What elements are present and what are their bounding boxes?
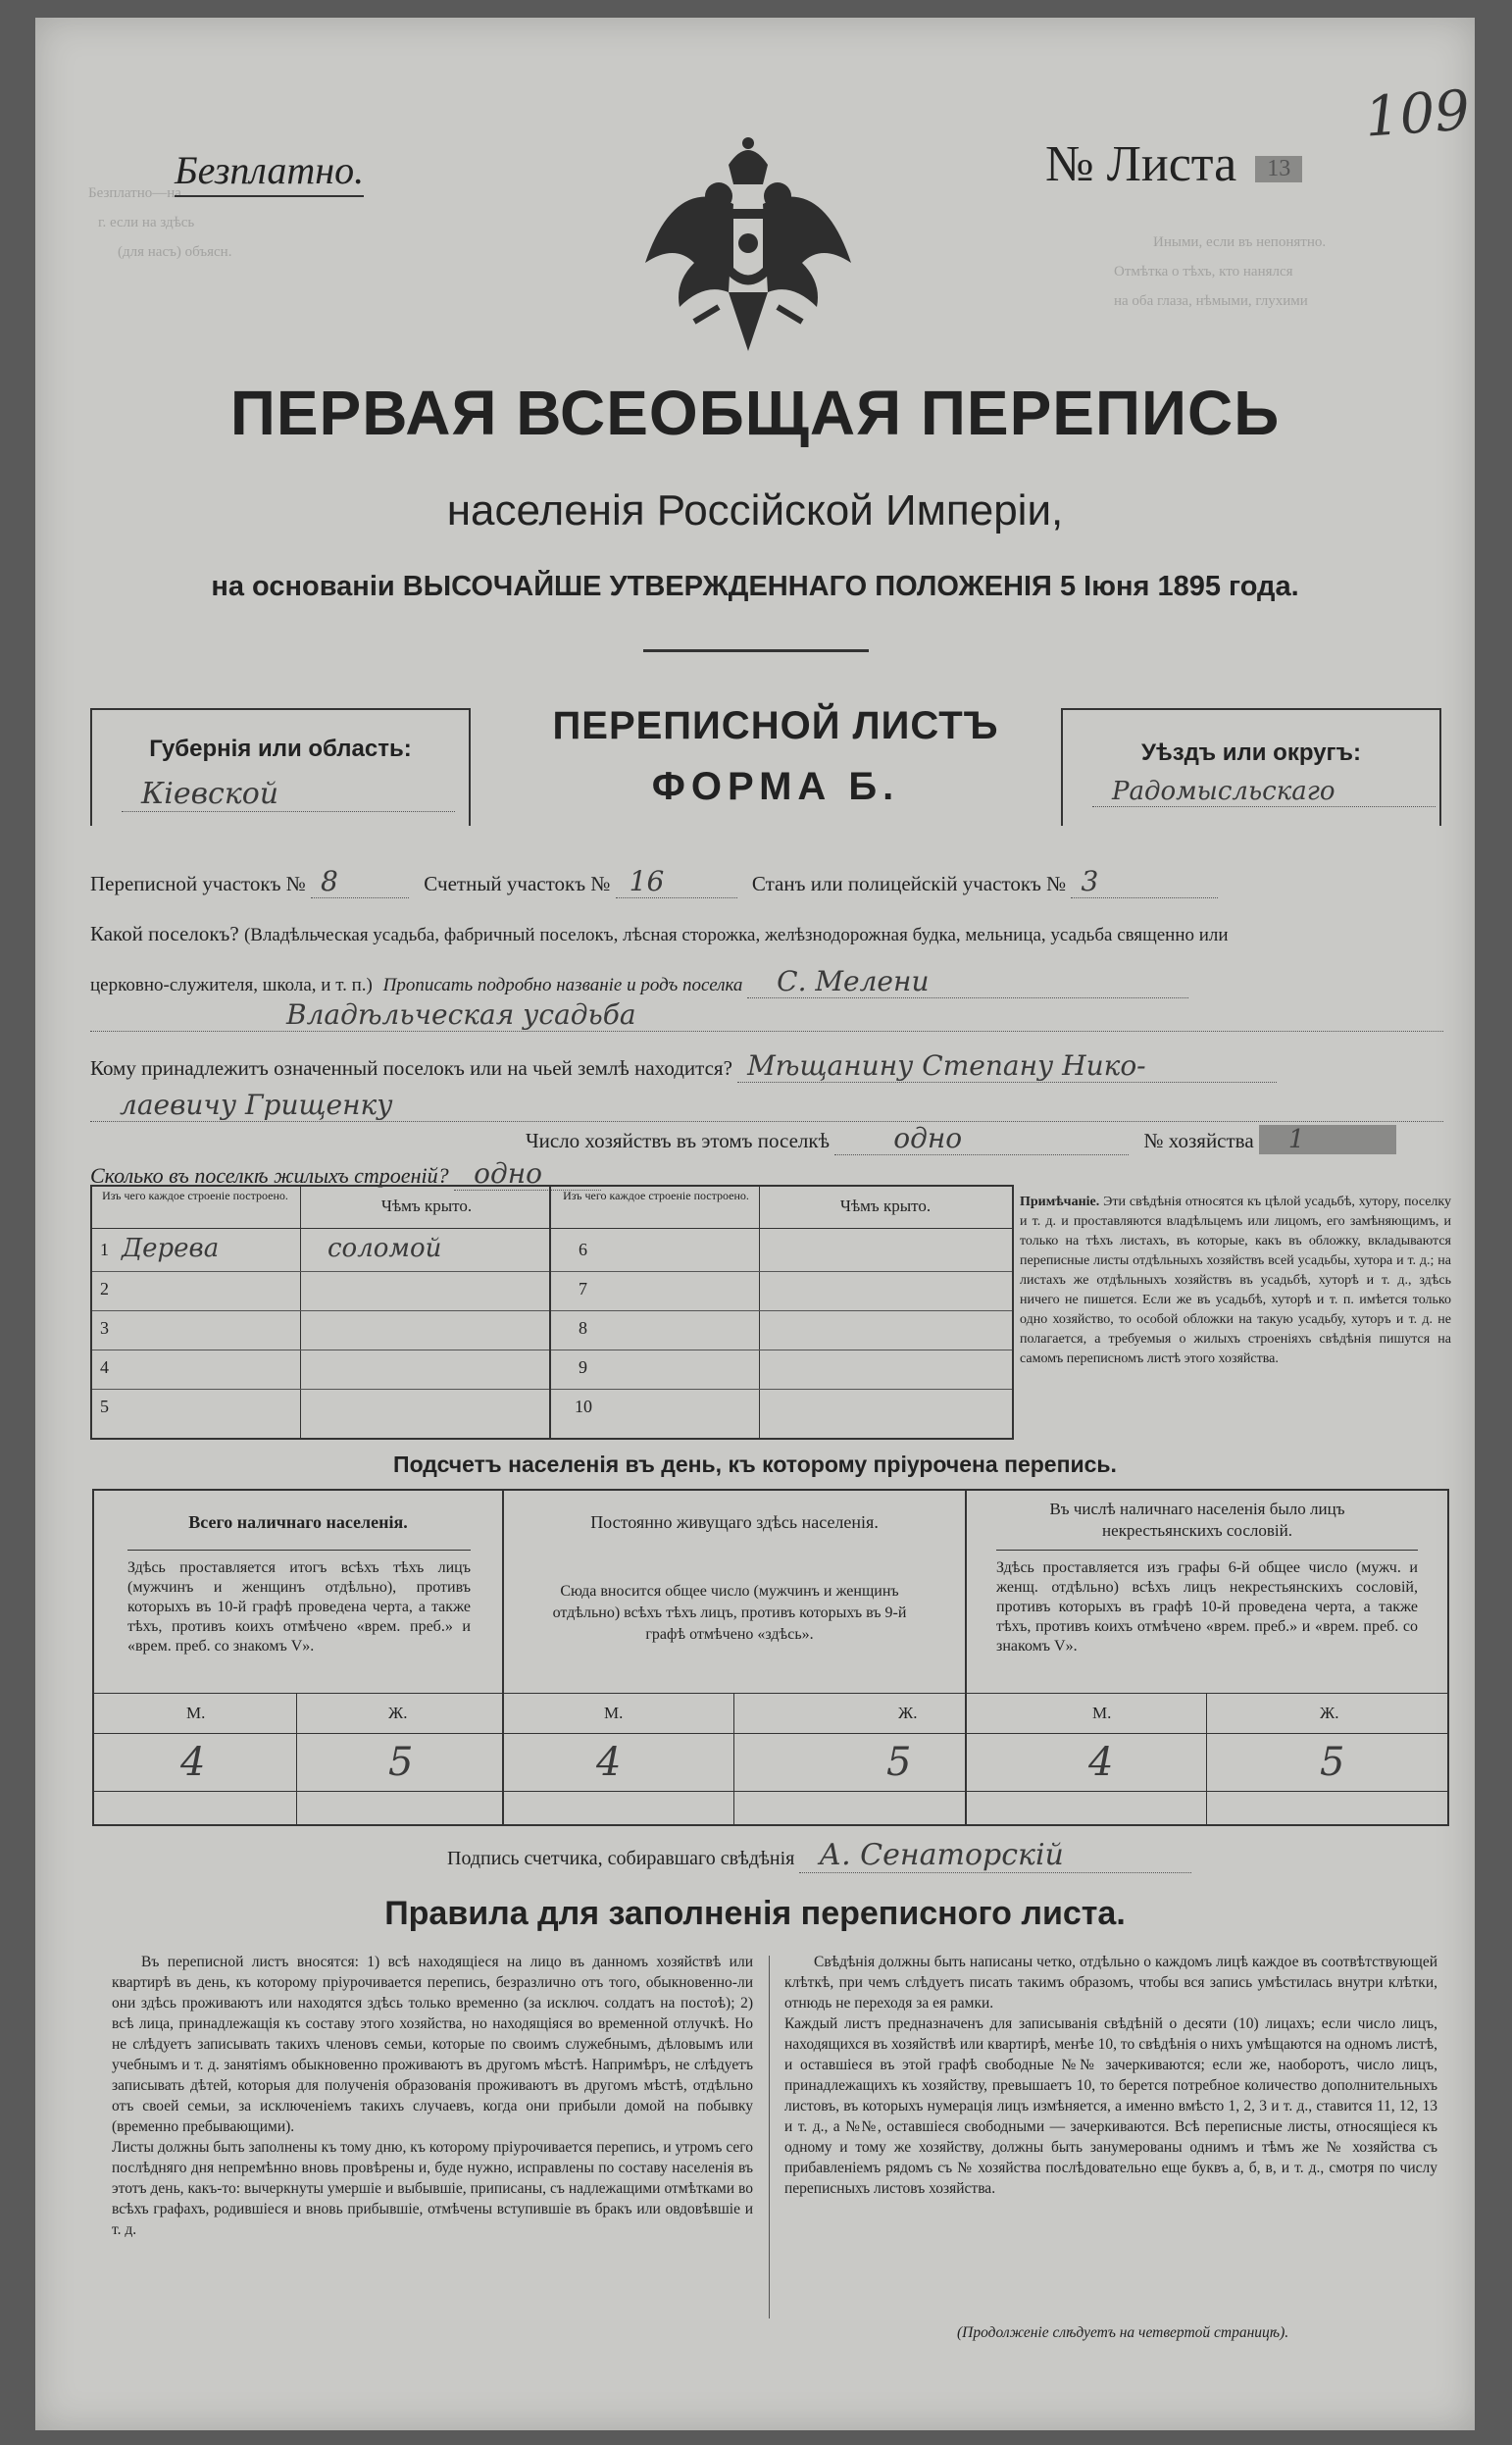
sheet-number-label: № Листа <box>1045 136 1237 192</box>
pop-col1-title: Всего наличнаго населенія. <box>188 1512 408 1532</box>
pop-col2-title: Постоянно живущаго здѣсь населенія. <box>590 1512 879 1532</box>
sub-title: населенія Россійской Имперіи, <box>446 486 1064 535</box>
row-3 <box>92 1310 549 1350</box>
m-label-2: М. <box>604 1704 624 1722</box>
row-number: 10 <box>575 1397 592 1416</box>
count-value: 16 <box>616 865 737 898</box>
settlement-options2: церковно-служителя, школа, и т. п.) <box>90 975 373 995</box>
pop-col3-title: Въ числѣ наличнаго населенія было лицъ некрестьянскихъ сословій. <box>1049 1500 1345 1540</box>
col-roof-header-right: Чѣмъ крыто. <box>839 1197 932 1215</box>
buildings-left-half <box>92 1187 551 1438</box>
province-box <box>90 708 471 826</box>
sheet-number <box>1045 135 1302 193</box>
households-value: одно <box>834 1122 1129 1155</box>
form-title: ПЕРЕПИСНОЙ ЛИСТЪ <box>552 704 999 747</box>
row-number: 9 <box>579 1357 587 1377</box>
row-7 <box>551 1271 1012 1311</box>
owner-question: Кому принадлежитъ означенный поселокъ или на чьей землѣ находится? <box>90 1056 732 1080</box>
buildings-header-left <box>92 1187 549 1229</box>
population-heading: Подсчетъ населенія въ день, къ которому пріурочена перепись. <box>393 1452 1117 1477</box>
row-9 <box>551 1350 1012 1390</box>
free-label: Безплатно. <box>175 147 364 197</box>
permanent-f-value: 5 <box>886 1740 912 1785</box>
note-block <box>1020 1193 1451 1369</box>
col-material-header: Изъ чего каждое строеніе построено. <box>102 1189 288 1202</box>
row-number: 8 <box>579 1318 587 1338</box>
district-label: Уѣздъ или округъ: <box>1140 739 1362 766</box>
rules-title: Правила для заполненія переписного листа. <box>384 1895 1126 1932</box>
rules-column-divider <box>769 1956 770 2318</box>
owner-line1 <box>90 1049 1453 1083</box>
settlement-instruction: Прописать подробно названіе и родъ поселка <box>382 975 743 995</box>
signature-value: А. Сенаторскій <box>799 1838 1191 1873</box>
signature-label: Подпись счетчика, собиравшаго свѣдѣнія <box>447 1848 795 1869</box>
row-number: 5 <box>100 1397 109 1416</box>
row-2 <box>92 1271 549 1311</box>
m-label-1: М. <box>186 1704 206 1722</box>
settlement-line1 <box>90 922 1453 946</box>
pop-col2-text: Сюда вносится общее число (мужчинъ и женщинъ отдѣльно) всѣхъ тѣхъ лицъ, противъ которыхъ въ 9-й графѣ отмѣчено «здѣсь». <box>552 1583 907 1643</box>
f-label-1: Ж. <box>388 1704 408 1722</box>
station-value: 3 <box>1071 865 1218 898</box>
settlement-value2: Владѣльческая усадьба <box>90 998 1443 1032</box>
census-line <box>90 865 1443 898</box>
pop-col1-text: Здѣсь проставляется итогъ всѣхъ тѣхъ лицъ (мужчинъ и женщинъ отдѣльно), противъ которыхъ въ 10-й графѣ проведена черта, а также тѣхъ, противъ коихъ отмѣчено «врем. преб.» и «врем. преб. со знакомъ V». <box>127 1550 471 1656</box>
station-label: Станъ или полицейскій участокъ № <box>751 872 1067 895</box>
settlement-options: (Владѣльческая усадьба, фабричный поселокъ, лѣсная сторожка, желѣзнодорожная будка, мельница, усадьба священно или <box>243 925 1229 945</box>
dwellings-label: Сколько въ поселкѣ жилыхъ строеній? <box>90 1163 449 1188</box>
f-label-3: Ж. <box>1320 1704 1339 1722</box>
pop-values-underline <box>94 1791 1447 1792</box>
nonpeasant-m-value: 4 <box>1088 1740 1114 1785</box>
row-4 <box>92 1350 549 1390</box>
note-text: Эти свѣдѣнія относятся къ цѣлой усадьбѣ, хутору, поселку и т. д. и проставляются владѣльцемъ или лицомъ, его замѣняющимъ, и только на тѣхъ листахъ, въ которые, какъ въ обложку, вкладываются переписные листы отдѣльныхъ хозяйствъ всей усадьбы, хутора и т. д.; на листахъ же отдѣльныхъ хозяйствъ въ усадьбѣ, хуторѣ и т. д., здѣсь ничего не пишется. Если же въ усадьбѣ, хуторѣ и т. п. имѣется только одно хозяйство, то особой обложки на такую усадьбу, хуторъ и т. д. не полагается, а требуемыя о жилыхъ строеніяхъ свѣдѣнія пишутся на самомъ переписномъ листѣ этого хозяйства. <box>1020 1195 1452 1366</box>
pop-mf-row <box>94 1693 1447 1734</box>
rules-right-column: Свѣдѣнія должны быть написаны четко, отдѣльно о каждомъ лицѣ каждое въ соотвѣтствующей клѣткѣ, при чемъ слѣдуетъ писать такимъ образомъ, чтобы вся запись умѣстилась внутри клѣтки, отнюдь не переходя за ея рамки. Каждый листъ предназначенъ для записыванія свѣдѣній о десяти (10) лицахъ; если число лицъ, находящихся въ хозяйствѣ или квартирѣ, менѣе 10, то свѣдѣнія о нихъ умѣщаются на одномъ листѣ, и оставшіеся въ этой графѣ свободные №№ зачеркиваются; если же, наоборотъ, число лицъ, принадлежащихъ къ хозяйству, превышаетъ 10, то берется потребное количество дополнительныхъ листовъ, въ которыхъ нумерація лицъ измѣняется, а именно вмѣсто 1, 2, 3 и т. д., ставится 11, 12, 13 и т. д., а №№, оставшіеся свободными — зачеркиваются. Всѣ переписные листы, относящіеся къ одному и тому же хозяйству, должны быть занумерованы однимъ и тѣмъ же № хозяйства съ прибавленіемъ рядомъ съ № хозяйства послѣдовательно еще буквъ а, б, в, и т. д., смотря по числу переписныхъ листовъ хозяйства. <box>784 1954 1437 2197</box>
owner-value1: Мѣщанину Степану Нико- <box>737 1049 1277 1083</box>
rules-continued: (Продолженіе слѣдуетъ на четвертой страницѣ). <box>957 2324 1289 2341</box>
main-title: ПЕРВАЯ ВСЕОБЩАЯ ПЕРЕПИСЬ <box>229 378 1281 448</box>
household-number-label: № хозяйства <box>1143 1129 1254 1152</box>
total-f-value: 5 <box>388 1740 414 1785</box>
title-divider <box>643 649 869 652</box>
district-box <box>1061 708 1441 826</box>
row-number: 4 <box>100 1357 109 1377</box>
buildings-table <box>90 1185 1014 1440</box>
row-number: 3 <box>100 1318 109 1338</box>
population-table <box>92 1489 1449 1826</box>
province-label: Губернія или область: <box>149 736 412 762</box>
owner-value2: лаевичу Грищенку <box>90 1089 1443 1122</box>
province-value: Кіевской <box>122 777 455 812</box>
form-name: ФОРМА Б. <box>651 765 900 808</box>
district-value: Радомысльскаго <box>1092 777 1436 807</box>
settlement-line2 <box>90 965 1453 998</box>
nonpeasant-f-value: 5 <box>1320 1740 1345 1785</box>
row-5 <box>92 1389 549 1428</box>
page-number: 109 <box>1362 78 1473 150</box>
settlement-value1: С. Мелени <box>747 965 1188 998</box>
bleed-through-left: Безплатно—на г. если на здѣсь (для насъ) объясн. <box>88 185 232 260</box>
households-line <box>526 1122 1457 1155</box>
buildings-header-right <box>551 1187 1012 1229</box>
material-value: Дерева <box>122 1234 220 1263</box>
row-number: 6 <box>579 1240 587 1259</box>
row-8 <box>551 1310 1012 1350</box>
signature-line <box>447 1838 1191 1873</box>
permanent-m-value: 4 <box>596 1740 622 1785</box>
total-m-value: 4 <box>180 1740 206 1785</box>
household-number-value: 1 <box>1259 1125 1396 1154</box>
row-6 <box>551 1232 1012 1272</box>
dwellings-value: одно <box>454 1157 601 1191</box>
pop-values-row <box>94 1734 1447 1822</box>
imperial-eagle-emblem <box>635 126 861 371</box>
rules-left-column: Въ переписной листъ вносятся: 1) всѣ находящіеся на лицо въ данномъ хозяйствѣ или квартирѣ въ день, къ которому пріурочивается перепись, безразлично отъ того, обыкновенно-ли они здѣсь проживаютъ или находятся здѣсь только временно (за исключ. солдатъ на постоѣ); 2) всѣ лица, принадлежащія къ составу этого хозяйства, но находящіяся во временной отлучкѣ. Но не слѣдуетъ записывать такихъ членовъ семьи, которые по своимъ служебнымъ, дѣловымъ или учебнымъ и т. д. занятіямъ обыкновенно проживаютъ въ другомъ мѣстѣ. Напримѣръ, не слѣдуетъ записывать дѣтей, которыя для полученія образованія проживаютъ въ другомъ мѣстѣ, отдѣльно отъ своей семьи, за исключеніемъ такихъ случаевъ, когда они прибыли домой на побывку (временно пребывающими). Листы должны быть заполнены къ тому дню, къ которому пріурочивается перепись, и утромъ сего послѣдняго дня непремѣнно вновь провѣрены и, буде нужно, исправлены по составу населенія въ этотъ день, какъ-то: вычеркнуты умершіе и выбывшіе, приписаны, съ надлежащими отмѣтками во всѣхъ графахъ, родившіеся и вновь прибывшіе, отмѣчены вступившіе въ бракъ или овдовѣвшіе и т. д. <box>112 1954 753 2238</box>
row-number: 1 <box>100 1240 109 1259</box>
households-label: Число хозяйствъ въ этомъ поселкѣ <box>526 1129 830 1152</box>
row-number: 7 <box>579 1279 587 1299</box>
m-label-3: М. <box>1092 1704 1112 1722</box>
row-10 <box>551 1389 1012 1428</box>
row-1 <box>92 1232 549 1272</box>
roof-value: соломой <box>328 1234 442 1263</box>
basis-line: на основаніи ВЫСОЧАЙШЕ УТВЕРЖДЕННАГО ПОЛОЖЕНІЯ 5 Іюня 1895 года. <box>211 571 1299 602</box>
note-heading: Примѣчаніе. <box>1020 1195 1100 1209</box>
precinct-label: Переписной участокъ № <box>90 872 306 895</box>
settlement-question: Какой поселокъ? <box>90 922 239 945</box>
bleed-through-right: Иными, если въ непонятно. Отмѣтка о тѣхъ, кто нанялся на оба глаза, нѣмыми, глухими <box>1114 234 1327 309</box>
f-label-2: Ж. <box>898 1704 918 1722</box>
col-material-header-right: Изъ чего каждое строеніе построено. <box>563 1189 749 1202</box>
col-roof-header: Чѣмъ крыто. <box>380 1197 473 1215</box>
buildings-right-half <box>551 1187 1012 1438</box>
count-label: Счетный участокъ № <box>424 872 611 895</box>
row-number: 2 <box>100 1279 109 1299</box>
sheet-number-value: 13 <box>1255 156 1302 182</box>
census-sheet <box>35 18 1475 2430</box>
pop-col3-text: Здѣсь проставляется изъ графы 6-й общее число (мужч. и женщ. отдѣльно) всѣхъ лицъ некрестьянскихъ сословій, противъ которыхъ въ графѣ 10-й проведена черта, а также тѣхъ, противъ коихъ отмѣчено «врем. преб.» и «врем. преб. со знакомъ V». <box>996 1550 1418 1656</box>
precinct-value: 8 <box>311 865 409 898</box>
